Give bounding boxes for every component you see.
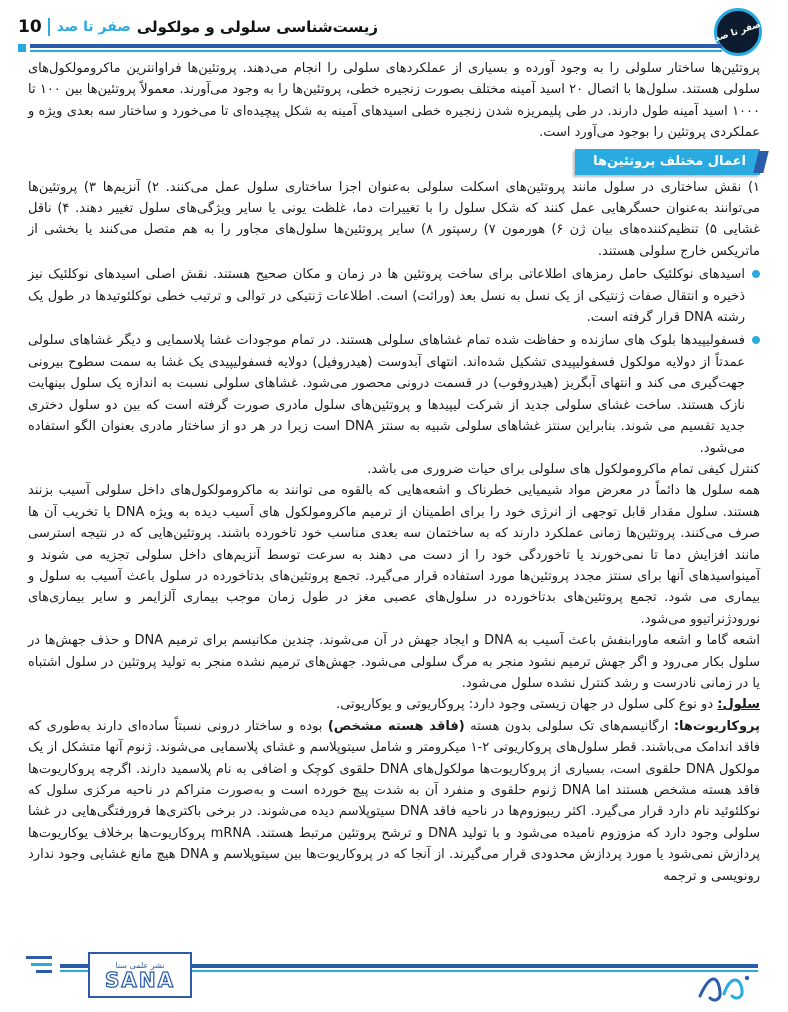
publisher-logo-text: صفر تا صد xyxy=(713,19,763,45)
bullet-dot-icon xyxy=(752,270,760,278)
bullet-dot-icon xyxy=(752,336,760,344)
page-footer xyxy=(0,950,788,1012)
prokaryotes-text-before: ارگانیسم‌های تک سلولی بدون هسته xyxy=(464,718,674,734)
section-heading-row xyxy=(28,149,760,171)
numbered-functions-paragraph: ۱) نقش ساختاری در سلول مانند پروتئین‌های اسکلت سلولی به‌عنوان اجزا ساختاری سلول عمل می‌کنند. ۲) آنزیم‌ها ۳) پروتئین‌ها می‌توانند به‌عنوان حسگرهایی عمل کنند که شکل سلول را با تغییرات دما، غلظت یونی یا سایر ویژگی‌های سلول تغییر دهند. ۴) ناقل غشایی ۵) تنظیم‌کننده‌های بیان ژن ۶) هورمون ۷) رسپتور ۸) سایر پروتئین‌ها سلول‌های مجاور را به هم متصل می‌کنند یا بخشی از ماتریکس خارج سلولی هستند. xyxy=(28,179,761,259)
nucleic-acids-text: اسیدهای نوکلئیک حامل رمزهای اطلاعاتی برای ساخت پروتئین ها در زمان و مکان صحیح هستند. نقش اصلی اسیدهای نوکلئیک نیز ذخیره و انتقال صفات ژنتیکی از یک نسل به نسل بعد (وراثت) است. اطلاعات ژنتیکی در توالی و ترتیب خطی نوکلئوتیدها در طول یک رشته DNA قرار گرفته است. xyxy=(28,267,745,326)
cell-definition-text: دو نوع کلی سلول در جهان زیستی وجود دارد: پروکاریوتی و یوکاریوتی. xyxy=(336,697,718,713)
prokaryotes-text-after: بوده و ساختار درونی نسبتاً ساده‌ای دارند به‌طوری که فاقد اندامک می‌باشند. قطر سلول‌های پروکاریوتی ۲-۱ میکرومتر و شامل سیتوپلاسم و غشای پلاسمایی می‌شوند. ژنوم آنها متشکل از یک مولکول DNA حلقوی است، بسیاری از پروکاریوت‌ها مولکول‌های DNA حلقوی کوچک و اضافی به نام پلاسمید دارند. اگرچه پروکاریوت‌ها فاقد هسته مشخص هستند اما DNA ژنوم حلقوی و منفرد آن به شدت پیچ خورده است و به‌صورت متراکم در ناحیه مرکزی سلول که نوکلئوئید نام دارد قرار می‌گیرد. اکثر ریبوزوم‌ها در ناحیه فاقد DNA سیتوپلاسم دیده می‌شوند. در برخی باکتری‌ها فرورفتگی‌هایی در غشا سلولی وجود دارد که مزوزوم نامیده می‌شود و با تولید DNA و ترشح پروتئین مرتبط هستند. mRNA پروکاریوت‌ها برخلاف یوکاریوت‌ها پردازش نمی‌شود یا مورد پردازش محدودی قرار می‌گیرند. از آنجا که در پروکاریوت‌ها بین سیتوپلاسم و DNA هیچ مانع غشایی وجود ندارد رونویسی و ترجمه xyxy=(28,718,761,884)
radiation-paragraph: اشعه گاما و اشعه ماورابنفش باعث آسیب به DNA و ایجاد جهش در آن می‌شوند. چندین مکانیسم برای ترمیم DNA و حذف جهش‌ها در سلول بکار می‌رود و اگر جهش ترمیم نشود منجر به مرگ سلولی می‌شود. جهش‌های ترمیم نشده منجر به تولید پروتئین در سلول اشتباه یا در زمانی نادرست و رشد کنترل نشده سلول می‌شود. xyxy=(28,633,760,691)
publisher-name-latin: SANA xyxy=(104,967,176,992)
prokaryotes-term: پروکاریوت‌ها: xyxy=(673,718,760,734)
section-heading xyxy=(575,149,760,175)
intro-paragraph: پروتئین‌ها ساختار سلولی را به وجود آورده و بسیاری از عملکردهای سلولی را انجام می‌دهند. پروتئین‌ها فراوانترین ماکرومولکول‌های سلولی هستند. سلول‌ها با اتصال ۲۰ اسید آمینه مختلف بصورت زنجیره خطی، پروتئین‌ها را به وجود می‌آورند. معمولاً پروتئین‌ها بین ۱۰۰ تا ۱۰۰۰ اسید آمینه طول دارند. در طی پلیمریزه شدن زنجیره خطی اسیدهای آمینه به شکل پیچیده‌ای تا می‌خورد و ساختار سه بعدی ویژه و عملکردی پروتئین را بوجود می‌آورد است. xyxy=(28,61,760,141)
publisher-footer-logo xyxy=(88,952,192,998)
quality-control-line: کنترل کیفی تمام ماکرومولکول های سلولی برای حیات ضروری می باشد. xyxy=(367,461,760,477)
prokaryotes-paragraph xyxy=(28,716,760,887)
footer-calligraphy-mark xyxy=(696,966,754,1006)
header-rule-cyan-line xyxy=(30,50,722,52)
section-heading-tab xyxy=(753,151,768,173)
footer-left-lines xyxy=(26,956,52,977)
publisher-name-persian: نشر علمی سنا xyxy=(115,960,165,970)
page-number: 10 xyxy=(18,17,42,37)
section-heading-label: اعمال مختلف پروتئین‌ها xyxy=(593,153,746,169)
series-title: صفر تا صد xyxy=(56,19,131,35)
header-divider-bar xyxy=(48,18,50,36)
damage-paragraph: همه سلول ها دائماً در معرض مواد شیمیایی خطرناک و اشعه‌هایی که بالقوه می توانند به ماکرومولکول‌های داخل سلولی آسیب بزنند هستند. سلول مقدار قابل توجهی از انرژی خود را برای اطمینان از ترمیم ماکرومولکول های آسیب دیده به ویژه DNA یا تخریب آن ها صرف می‌کنند. پروتئین‌ها زمانی عملکرد دارند که به ساختمان سه بعدی مناسب خود تاخورده باشند. پروتئین‌هایی که در نتیجه استرسی مانند افزایش دما تا نمی‌خورند یا تاخوردگی خود را از دست می دهند به سرعت توسط آنزیم‌های داخل سلولی تجزیه می شوند و آمینواسیدهای آنها برای سنتز مجدد پروتئین‌ها مورد استفاده قرار می‌گیرد. تجمع پروتئین‌های بدتاخورده در سلول باعث آسیب به سلول و بیماری می شود. تجمع پروتئین‌های بدتاخورده در سلول‌های عصبی مغز در طول زمان موجب بیماری آلزایمر و سایر بیماری‌های نورودژنراتیوو می‌شود. xyxy=(28,483,760,627)
nucleic-acids-bullet-item xyxy=(28,264,760,328)
header-rule-blue-line xyxy=(30,44,722,48)
phospholipids-text: فسفولیپیدها بلوک های سازنده و حفاظت شده تمام غشاهای سلولی هستند. در تمام موجودات غشا پلاسمایی و دیگر غشاهای سلولی عمدتاً از دولایه مولکول فسفولیپیدی تشکیل شده‌اند. انتهای آبدوست (هیدروفیل) دولایه فسفولیپیدی یک غشا به سمت سطوح بیرونی جهت‌گیری می کند و انتهای آبگریز (هیدروفوب) در قسمت درونی محصور می‌شود. غشاهای سلولی نسبت به اندازه یک سلول بینهایت نازک هستند. ساخت غشای سلولی جدید از شرکت لیپیدها و پروتئین‌های سلول مادری صورت گرفته است که بین دو سلول دختری جدید تقسیم می شوند. بنابراین سنتز غشاهای سلولی شبیه به سنتز DNA است زیرا در هر دو از ساختار مادری بعنوان الگو استفاده می‌شود. xyxy=(28,333,745,456)
book-title: زیست‌شناسی سلولی و مولکولی xyxy=(136,18,379,36)
cell-definition-line xyxy=(28,694,760,715)
header-rule-square xyxy=(18,44,26,52)
page-content xyxy=(28,58,760,887)
header-rule-lines xyxy=(30,44,722,53)
phospholipids-bullet-item xyxy=(28,330,760,458)
cell-term: سلول: xyxy=(717,697,760,713)
page-header xyxy=(0,10,788,52)
header-title-row xyxy=(18,12,770,45)
prokaryotes-bold-inline: (فاقد هسته مشخص) xyxy=(327,718,465,734)
